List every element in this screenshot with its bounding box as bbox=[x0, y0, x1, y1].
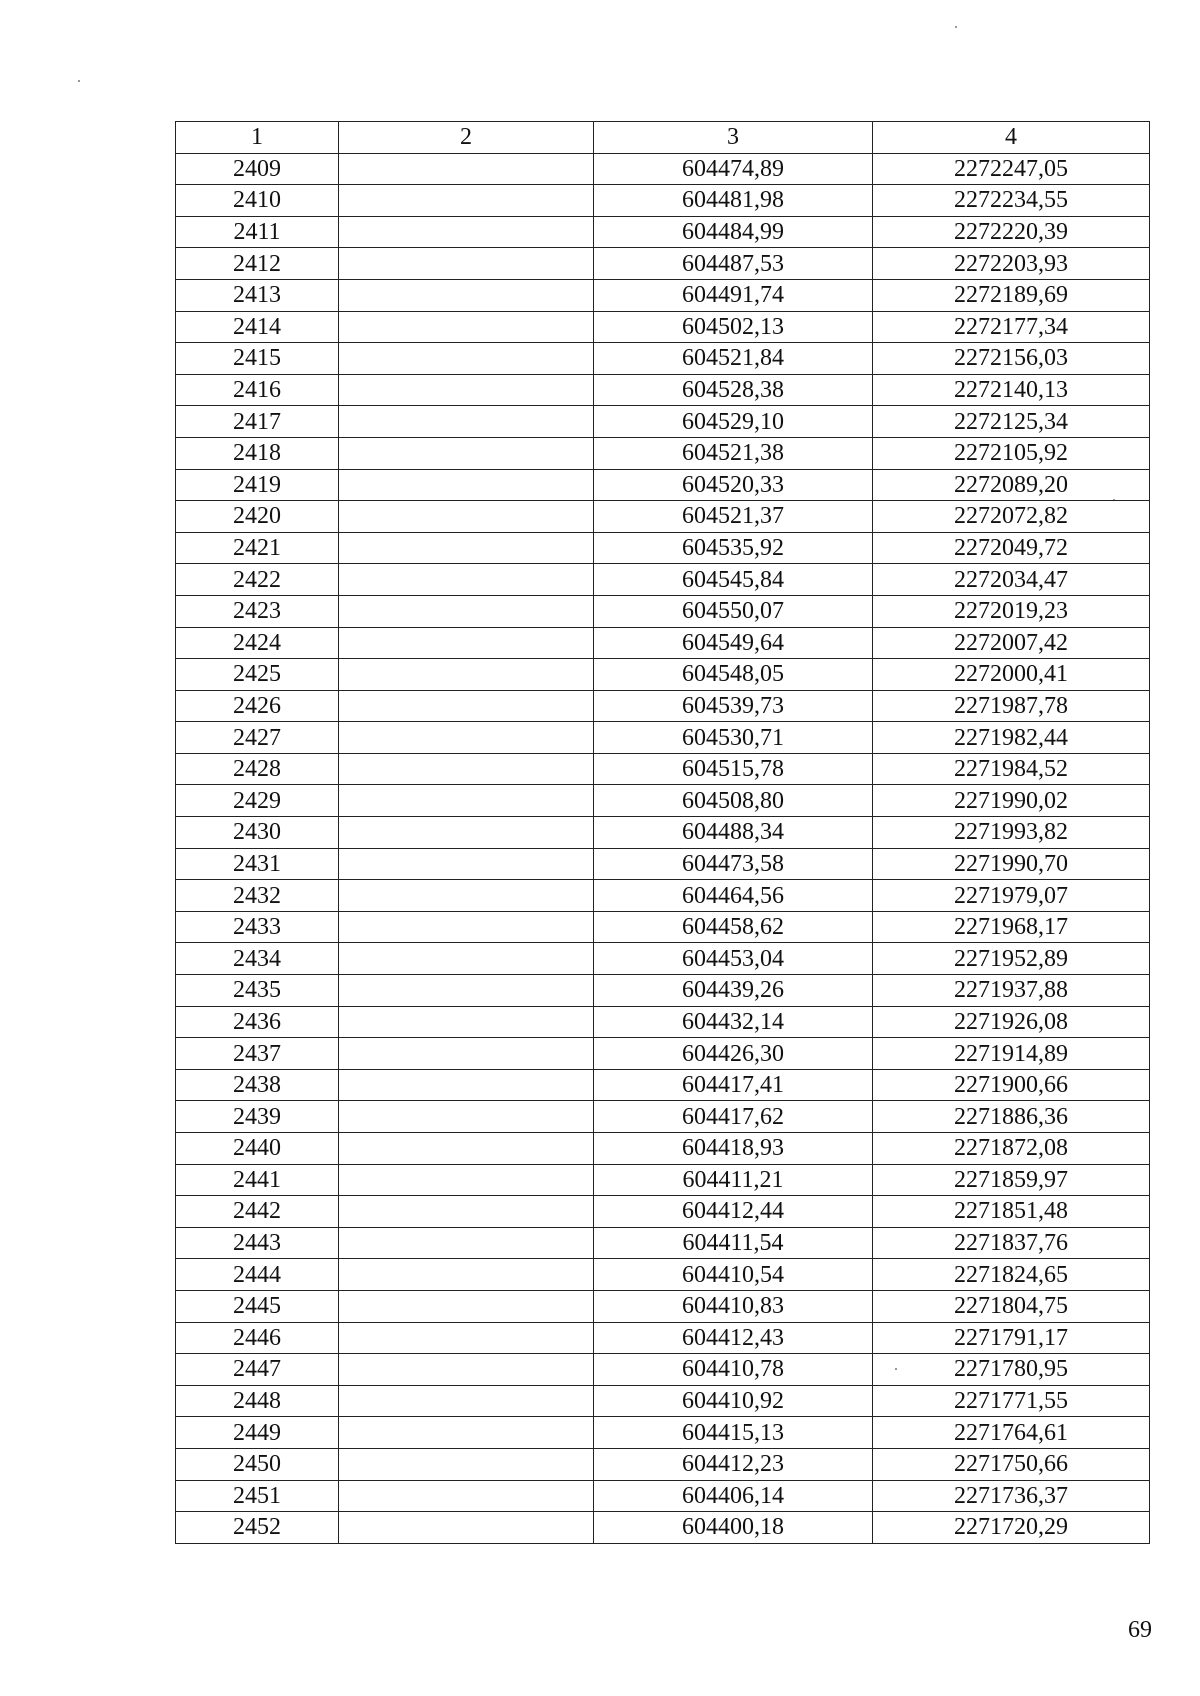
empty-cell bbox=[339, 469, 594, 501]
empty-cell bbox=[339, 1448, 594, 1480]
point-number-cell: 2426 bbox=[176, 690, 339, 722]
point-number-cell: 2424 bbox=[176, 627, 339, 659]
table-row bbox=[176, 1259, 1150, 1291]
y-coordinate-cell: 2271993,82 bbox=[873, 817, 1150, 849]
x-coordinate-cell: 604530,71 bbox=[594, 722, 873, 754]
y-coordinate-cell: 2272177,34 bbox=[873, 311, 1150, 343]
y-coordinate-cell: 2271851,48 bbox=[873, 1196, 1150, 1228]
point-number-cell: 2430 bbox=[176, 817, 339, 849]
table-row bbox=[176, 595, 1150, 627]
point-number-cell: 2417 bbox=[176, 406, 339, 438]
empty-cell bbox=[339, 880, 594, 912]
y-coordinate-cell: 2271824,65 bbox=[873, 1259, 1150, 1291]
x-coordinate-cell: 604412,23 bbox=[594, 1448, 873, 1480]
empty-cell bbox=[339, 216, 594, 248]
point-number-cell: 2434 bbox=[176, 943, 339, 975]
empty-cell bbox=[339, 343, 594, 375]
point-number-cell: 2433 bbox=[176, 911, 339, 943]
x-coordinate-cell: 604487,53 bbox=[594, 248, 873, 280]
y-coordinate-cell: 2271914,89 bbox=[873, 1038, 1150, 1070]
x-coordinate-cell: 604521,37 bbox=[594, 501, 873, 533]
y-coordinate-cell: 2272140,13 bbox=[873, 374, 1150, 406]
x-coordinate-cell: 604400,18 bbox=[594, 1512, 873, 1544]
y-coordinate-cell: 2272247,05 bbox=[873, 153, 1150, 185]
column-header: 1 bbox=[176, 122, 339, 154]
x-coordinate-cell: 604484,99 bbox=[594, 216, 873, 248]
x-coordinate-cell: 604539,73 bbox=[594, 690, 873, 722]
header-row bbox=[176, 122, 1150, 154]
point-number-cell: 2447 bbox=[176, 1354, 339, 1386]
table-row bbox=[176, 216, 1150, 248]
empty-cell bbox=[339, 1322, 594, 1354]
empty-cell bbox=[339, 1417, 594, 1449]
point-number-cell: 2448 bbox=[176, 1385, 339, 1417]
empty-cell bbox=[339, 564, 594, 596]
x-coordinate-cell: 604474,89 bbox=[594, 153, 873, 185]
empty-cell bbox=[339, 532, 594, 564]
table-row bbox=[176, 659, 1150, 691]
empty-cell bbox=[339, 279, 594, 311]
point-number-cell: 2412 bbox=[176, 248, 339, 280]
x-coordinate-cell: 604418,93 bbox=[594, 1133, 873, 1165]
table-row bbox=[176, 1417, 1150, 1449]
point-number-cell: 2411 bbox=[176, 216, 339, 248]
point-number-cell: 2450 bbox=[176, 1448, 339, 1480]
point-number-cell: 2422 bbox=[176, 564, 339, 596]
table-row bbox=[176, 880, 1150, 912]
x-coordinate-cell: 604529,10 bbox=[594, 406, 873, 438]
y-coordinate-cell: 2271987,78 bbox=[873, 690, 1150, 722]
point-number-cell: 2443 bbox=[176, 1227, 339, 1259]
page-number: 69 bbox=[1128, 1617, 1152, 1643]
y-coordinate-cell: 2272234,55 bbox=[873, 185, 1150, 217]
point-number-cell: 2439 bbox=[176, 1101, 339, 1133]
x-coordinate-cell: 604417,62 bbox=[594, 1101, 873, 1133]
empty-cell bbox=[339, 722, 594, 754]
table-row bbox=[176, 185, 1150, 217]
empty-cell bbox=[339, 690, 594, 722]
coordinates-table bbox=[175, 121, 1150, 1544]
scan-speck bbox=[78, 80, 80, 82]
x-coordinate-cell: 604411,54 bbox=[594, 1227, 873, 1259]
y-coordinate-cell: 2271764,61 bbox=[873, 1417, 1150, 1449]
empty-cell bbox=[339, 595, 594, 627]
x-coordinate-cell: 604549,64 bbox=[594, 627, 873, 659]
table-row bbox=[176, 1227, 1150, 1259]
y-coordinate-cell: 2272089,20 bbox=[873, 469, 1150, 501]
empty-cell bbox=[339, 911, 594, 943]
table-row bbox=[176, 311, 1150, 343]
empty-cell bbox=[339, 248, 594, 280]
table-row bbox=[176, 911, 1150, 943]
point-number-cell: 2432 bbox=[176, 880, 339, 912]
table-row bbox=[176, 1354, 1150, 1386]
table-row bbox=[176, 848, 1150, 880]
empty-cell bbox=[339, 1259, 594, 1291]
table-row bbox=[176, 1290, 1150, 1322]
empty-cell bbox=[339, 1480, 594, 1512]
table-row bbox=[176, 1038, 1150, 1070]
x-coordinate-cell: 604464,56 bbox=[594, 880, 873, 912]
empty-cell bbox=[339, 1133, 594, 1165]
y-coordinate-cell: 2271982,44 bbox=[873, 722, 1150, 754]
point-number-cell: 2429 bbox=[176, 785, 339, 817]
point-number-cell: 2452 bbox=[176, 1512, 339, 1544]
empty-cell bbox=[339, 627, 594, 659]
x-coordinate-cell: 604508,80 bbox=[594, 785, 873, 817]
x-coordinate-cell: 604548,05 bbox=[594, 659, 873, 691]
y-coordinate-cell: 2271990,70 bbox=[873, 848, 1150, 880]
x-coordinate-cell: 604411,21 bbox=[594, 1164, 873, 1196]
point-number-cell: 2437 bbox=[176, 1038, 339, 1070]
point-number-cell: 2438 bbox=[176, 1069, 339, 1101]
point-number-cell: 2421 bbox=[176, 532, 339, 564]
point-number-cell: 2441 bbox=[176, 1164, 339, 1196]
empty-cell bbox=[339, 153, 594, 185]
table-row bbox=[176, 1448, 1150, 1480]
table-row bbox=[176, 943, 1150, 975]
empty-cell bbox=[339, 1290, 594, 1322]
table-row bbox=[176, 374, 1150, 406]
empty-cell bbox=[339, 406, 594, 438]
point-number-cell: 2428 bbox=[176, 753, 339, 785]
table-row bbox=[176, 532, 1150, 564]
x-coordinate-cell: 604488,34 bbox=[594, 817, 873, 849]
point-number-cell: 2444 bbox=[176, 1259, 339, 1291]
point-number-cell: 2414 bbox=[176, 311, 339, 343]
x-coordinate-cell: 604406,14 bbox=[594, 1480, 873, 1512]
y-coordinate-cell: 2271979,07 bbox=[873, 880, 1150, 912]
empty-cell bbox=[339, 374, 594, 406]
table-row bbox=[176, 406, 1150, 438]
x-coordinate-cell: 604453,04 bbox=[594, 943, 873, 975]
table-row bbox=[176, 1512, 1150, 1544]
point-number-cell: 2409 bbox=[176, 153, 339, 185]
y-coordinate-cell: 2272049,72 bbox=[873, 532, 1150, 564]
table-row bbox=[176, 153, 1150, 185]
x-coordinate-cell: 604550,07 bbox=[594, 595, 873, 627]
y-coordinate-cell: 2271837,76 bbox=[873, 1227, 1150, 1259]
table-row bbox=[176, 753, 1150, 785]
y-coordinate-cell: 2272007,42 bbox=[873, 627, 1150, 659]
x-coordinate-cell: 604417,41 bbox=[594, 1069, 873, 1101]
empty-cell bbox=[339, 943, 594, 975]
point-number-cell: 2435 bbox=[176, 975, 339, 1007]
y-coordinate-cell: 2272000,41 bbox=[873, 659, 1150, 691]
y-coordinate-cell: 2271872,08 bbox=[873, 1133, 1150, 1165]
empty-cell bbox=[339, 1038, 594, 1070]
table-row bbox=[176, 1006, 1150, 1038]
table-row bbox=[176, 1133, 1150, 1165]
x-coordinate-cell: 604521,38 bbox=[594, 437, 873, 469]
y-coordinate-cell: 2272105,92 bbox=[873, 437, 1150, 469]
y-coordinate-cell: 2271937,88 bbox=[873, 975, 1150, 1007]
y-coordinate-cell: 2271968,17 bbox=[873, 911, 1150, 943]
empty-cell bbox=[339, 311, 594, 343]
empty-cell bbox=[339, 437, 594, 469]
x-coordinate-cell: 604515,78 bbox=[594, 753, 873, 785]
table-row bbox=[176, 248, 1150, 280]
table-row bbox=[176, 975, 1150, 1007]
x-coordinate-cell: 604410,54 bbox=[594, 1259, 873, 1291]
table-row bbox=[176, 343, 1150, 375]
point-number-cell: 2425 bbox=[176, 659, 339, 691]
point-number-cell: 2449 bbox=[176, 1417, 339, 1449]
x-coordinate-cell: 604520,33 bbox=[594, 469, 873, 501]
x-coordinate-cell: 604439,26 bbox=[594, 975, 873, 1007]
table-row bbox=[176, 501, 1150, 533]
point-number-cell: 2420 bbox=[176, 501, 339, 533]
table-row bbox=[176, 1480, 1150, 1512]
x-coordinate-cell: 604502,13 bbox=[594, 311, 873, 343]
y-coordinate-cell: 2272072,82 bbox=[873, 501, 1150, 533]
empty-cell bbox=[339, 975, 594, 1007]
y-coordinate-cell: 2271771,55 bbox=[873, 1385, 1150, 1417]
x-coordinate-cell: 604521,84 bbox=[594, 343, 873, 375]
x-coordinate-cell: 604412,43 bbox=[594, 1322, 873, 1354]
point-number-cell: 2427 bbox=[176, 722, 339, 754]
empty-cell bbox=[339, 817, 594, 849]
y-coordinate-cell: 2272220,39 bbox=[873, 216, 1150, 248]
table-row bbox=[176, 1385, 1150, 1417]
x-coordinate-cell: 604491,74 bbox=[594, 279, 873, 311]
x-coordinate-cell: 604528,38 bbox=[594, 374, 873, 406]
x-coordinate-cell: 604458,62 bbox=[594, 911, 873, 943]
empty-cell bbox=[339, 1227, 594, 1259]
y-coordinate-cell: 2271804,75 bbox=[873, 1290, 1150, 1322]
table-row bbox=[176, 1069, 1150, 1101]
column-header: 2 bbox=[339, 122, 594, 154]
empty-cell bbox=[339, 1512, 594, 1544]
column-header: 3 bbox=[594, 122, 873, 154]
empty-cell bbox=[339, 1385, 594, 1417]
scan-speck bbox=[955, 26, 957, 28]
y-coordinate-cell: 2272034,47 bbox=[873, 564, 1150, 596]
empty-cell bbox=[339, 185, 594, 217]
y-coordinate-cell: 2272019,23 bbox=[873, 595, 1150, 627]
point-number-cell: 2440 bbox=[176, 1133, 339, 1165]
table-row bbox=[176, 1196, 1150, 1228]
y-coordinate-cell: 2272125,34 bbox=[873, 406, 1150, 438]
empty-cell bbox=[339, 1069, 594, 1101]
y-coordinate-cell: 2272189,69 bbox=[873, 279, 1150, 311]
empty-cell bbox=[339, 1354, 594, 1386]
x-coordinate-cell: 604545,84 bbox=[594, 564, 873, 596]
table-row bbox=[176, 690, 1150, 722]
point-number-cell: 2416 bbox=[176, 374, 339, 406]
point-number-cell: 2436 bbox=[176, 1006, 339, 1038]
table-row bbox=[176, 437, 1150, 469]
table-row bbox=[176, 1322, 1150, 1354]
x-coordinate-cell: 604412,44 bbox=[594, 1196, 873, 1228]
table-row bbox=[176, 722, 1150, 754]
column-header: 4 bbox=[873, 122, 1150, 154]
x-coordinate-cell: 604481,98 bbox=[594, 185, 873, 217]
y-coordinate-cell: 2271900,66 bbox=[873, 1069, 1150, 1101]
empty-cell bbox=[339, 1101, 594, 1133]
y-coordinate-cell: 2271984,52 bbox=[873, 753, 1150, 785]
x-coordinate-cell: 604432,14 bbox=[594, 1006, 873, 1038]
x-coordinate-cell: 604410,83 bbox=[594, 1290, 873, 1322]
point-number-cell: 2431 bbox=[176, 848, 339, 880]
empty-cell bbox=[339, 1006, 594, 1038]
y-coordinate-cell: 2271926,08 bbox=[873, 1006, 1150, 1038]
x-coordinate-cell: 604415,13 bbox=[594, 1417, 873, 1449]
empty-cell bbox=[339, 848, 594, 880]
y-coordinate-cell: 2271736,37 bbox=[873, 1480, 1150, 1512]
table-row bbox=[176, 279, 1150, 311]
y-coordinate-cell: 2271990,02 bbox=[873, 785, 1150, 817]
point-number-cell: 2413 bbox=[176, 279, 339, 311]
empty-cell bbox=[339, 1196, 594, 1228]
table-row bbox=[176, 785, 1150, 817]
y-coordinate-cell: 2271780,95 bbox=[873, 1354, 1150, 1386]
x-coordinate-cell: 604473,58 bbox=[594, 848, 873, 880]
y-coordinate-cell: 2272203,93 bbox=[873, 248, 1150, 280]
y-coordinate-cell: 2271750,66 bbox=[873, 1448, 1150, 1480]
point-number-cell: 2451 bbox=[176, 1480, 339, 1512]
table-row bbox=[176, 564, 1150, 596]
y-coordinate-cell: 2271952,89 bbox=[873, 943, 1150, 975]
y-coordinate-cell: 2271886,36 bbox=[873, 1101, 1150, 1133]
empty-cell bbox=[339, 785, 594, 817]
empty-cell bbox=[339, 753, 594, 785]
y-coordinate-cell: 2271720,29 bbox=[873, 1512, 1150, 1544]
table-row bbox=[176, 1101, 1150, 1133]
point-number-cell: 2442 bbox=[176, 1196, 339, 1228]
empty-cell bbox=[339, 1164, 594, 1196]
point-number-cell: 2418 bbox=[176, 437, 339, 469]
y-coordinate-cell: 2272156,03 bbox=[873, 343, 1150, 375]
point-number-cell: 2446 bbox=[176, 1322, 339, 1354]
y-coordinate-cell: 2271791,17 bbox=[873, 1322, 1150, 1354]
x-coordinate-cell: 604426,30 bbox=[594, 1038, 873, 1070]
empty-cell bbox=[339, 501, 594, 533]
point-number-cell: 2410 bbox=[176, 185, 339, 217]
x-coordinate-cell: 604535,92 bbox=[594, 532, 873, 564]
point-number-cell: 2445 bbox=[176, 1290, 339, 1322]
empty-cell bbox=[339, 659, 594, 691]
table-row bbox=[176, 627, 1150, 659]
point-number-cell: 2415 bbox=[176, 343, 339, 375]
point-number-cell: 2423 bbox=[176, 595, 339, 627]
point-number-cell: 2419 bbox=[176, 469, 339, 501]
x-coordinate-cell: 604410,92 bbox=[594, 1385, 873, 1417]
y-coordinate-cell: 2271859,97 bbox=[873, 1164, 1150, 1196]
table-row bbox=[176, 1164, 1150, 1196]
table-row bbox=[176, 817, 1150, 849]
table-row bbox=[176, 469, 1150, 501]
x-coordinate-cell: 604410,78 bbox=[594, 1354, 873, 1386]
